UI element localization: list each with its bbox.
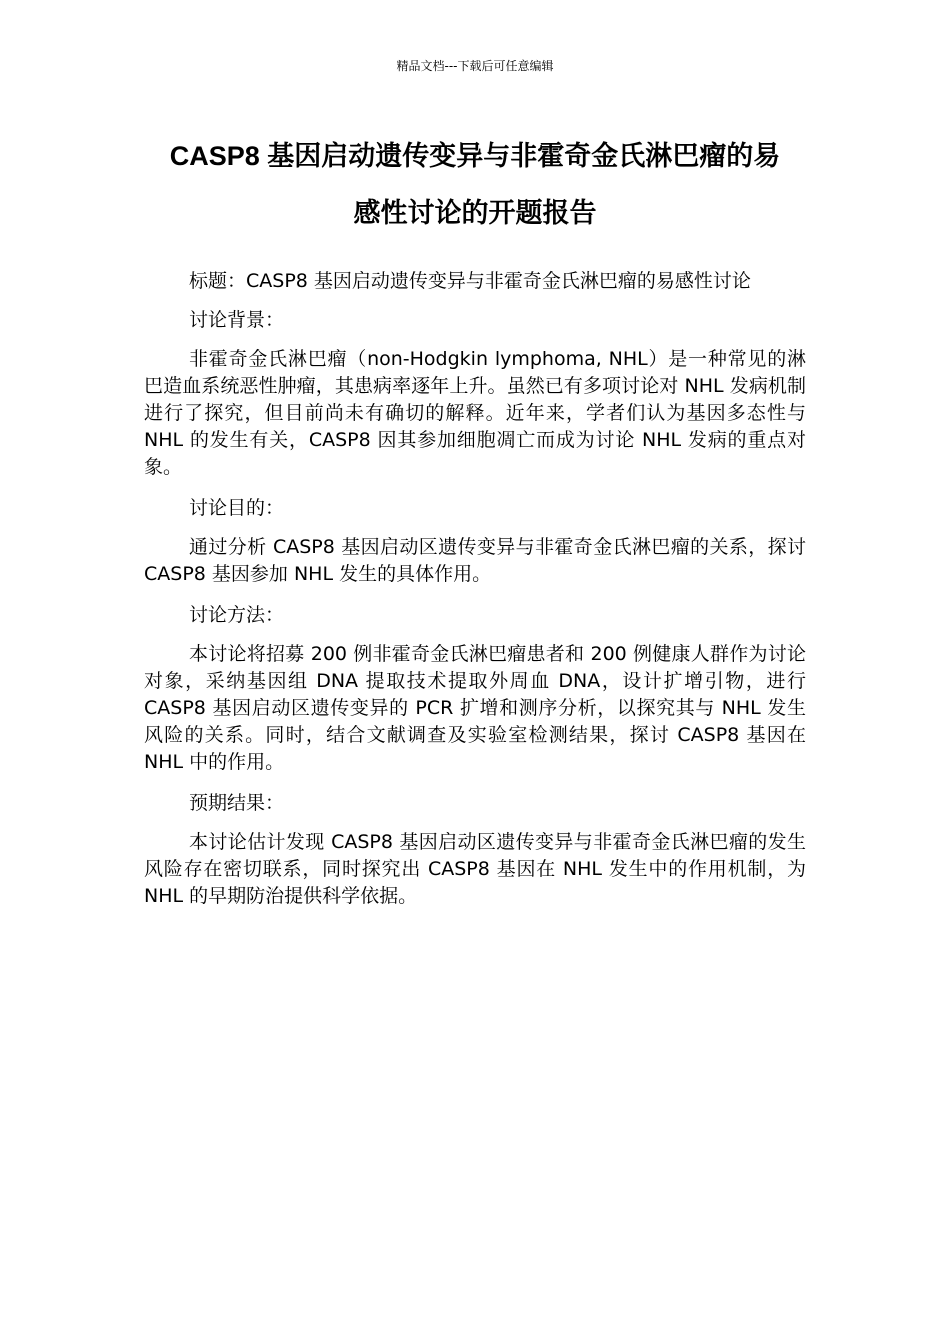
result-label: 预期结果： bbox=[189, 792, 285, 814]
method-label: 讨论方法： bbox=[189, 604, 285, 626]
purpose-label: 讨论目的： bbox=[189, 497, 285, 519]
document-title-line-2: 感性讨论的开题报告 bbox=[353, 198, 597, 228]
background-paragraph: 非霍奇金氏淋巴瘤（non-Hodgkin lymphoma, NHL）是一种常见的淋巴造血系统恶性肿瘤，其患病率逐年上升。虽然已有多项讨论对 NHL 发病机制进行了探究，但目前尚未有确切的解释。近年来，学者们认为基因多态性与 NHL 的发生有关，CASP8 因其参加细胞凋亡而成为讨论 NHL 发病的重点对象。 bbox=[144, 348, 806, 478]
page-header: 精品文档---下载后可任意编辑 bbox=[396, 59, 554, 73]
background-label: 讨论背景： bbox=[189, 309, 285, 331]
method-paragraph: 本讨论将招募 200 例非霍奇金氏淋巴瘤患者和 200 例健康人群作为讨论对象，采纳基因组 DNA 提取技术提取外周血 DNA，设计扩增引物，进行 CASP8 基因启动区遗传变异的 PCR 扩增和测序分析，以探究其与 NHL 发生风险的关系。同时，结合文献调查及实验室检测结果，探讨 CASP8 基因在 NHL 中的作用。 bbox=[144, 643, 806, 773]
document-title-line-1: CASP8 基因启动遗传变异与非霍奇金氏淋巴瘤的易 bbox=[169, 141, 781, 171]
document-body bbox=[144, 268, 806, 924]
result-paragraph: 本讨论估计发现 CASP8 基因启动区遗传变异与非霍奇金氏淋巴瘤的发生风险存在密切联系，同时探究出 CASP8 基因在 NHL 发生中的作用机制，为 NHL 的早期防治提供科学依据。 bbox=[144, 831, 806, 907]
title-line: 标题：CASP8 基因启动遗传变异与非霍奇金氏淋巴瘤的易感性讨论 bbox=[189, 270, 751, 292]
document-title bbox=[100, 128, 850, 242]
purpose-paragraph: 通过分析 CASP8 基因启动区遗传变异与非霍奇金氏淋巴瘤的关系，探讨 CASP8 基因参加 NHL 发生的具体作用。 bbox=[144, 536, 806, 585]
